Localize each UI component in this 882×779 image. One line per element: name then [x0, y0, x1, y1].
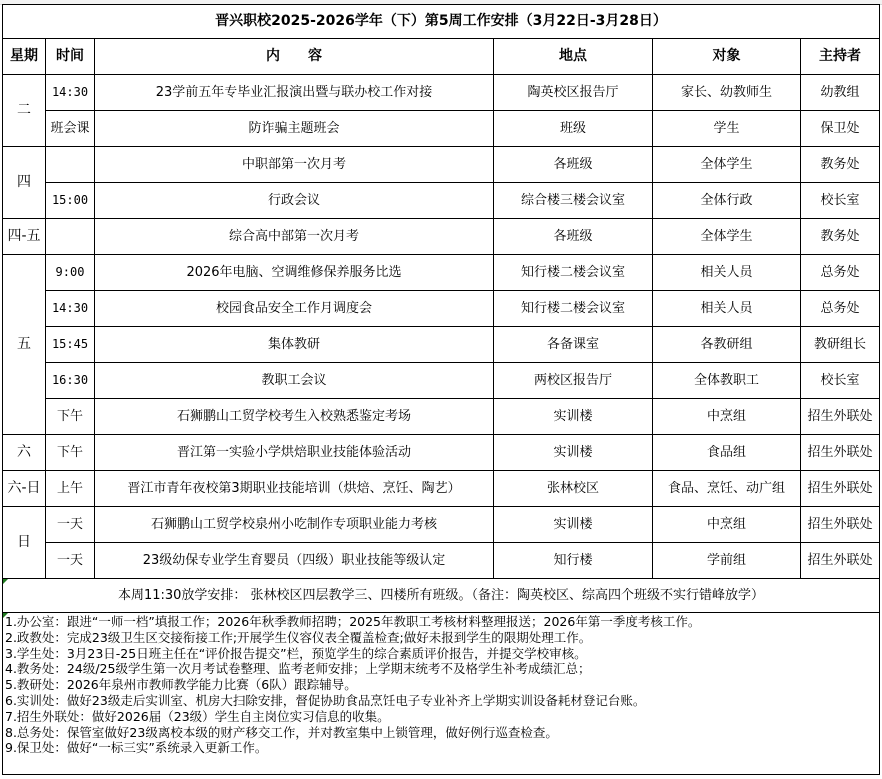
location-cell[interactable]: 陶英校区报告厅 [494, 75, 653, 111]
weekly-schedule-table [2, 4, 880, 775]
note-office: 1.办公室：跟进“一师一档”填报工作；2026年秋季教师招聘；2025年教职工考核材料整理报送；2026年第一季度考核工作。 [5, 614, 701, 629]
location-cell[interactable]: 张林校区 [494, 471, 653, 507]
col-header-content[interactable]: 内 容 [95, 39, 494, 75]
content-cell[interactable]: 2026年电脑、空调维修保养服务比选 [95, 255, 494, 291]
note-security: 9.保卫处：做好“一标三实”系统录入更新工作。 [5, 740, 268, 756]
location-cell[interactable]: 各班级 [494, 147, 653, 183]
location-cell[interactable]: 两校区报告厅 [494, 363, 653, 399]
location-cell[interactable]: 实训楼 [494, 507, 653, 543]
location-cell[interactable]: 知行楼二楼会议室 [494, 291, 653, 327]
table-row [3, 327, 880, 363]
host-cell[interactable]: 招生外联处 [801, 399, 880, 435]
time-cell[interactable]: 14:30 [46, 75, 95, 111]
time-cell[interactable]: 上午 [46, 471, 95, 507]
host-cell[interactable]: 招生外联处 [801, 507, 880, 543]
time-cell[interactable] [46, 147, 95, 183]
note-general-affairs: 8.总务处：保管室做好23级离校本级的财产移交工作，并对教室集中上锁管理，做好例行巡查检查。 [5, 724, 558, 740]
time-cell[interactable] [46, 219, 95, 255]
host-cell[interactable]: 保卫处 [801, 111, 880, 147]
table-row [3, 363, 880, 399]
audience-cell[interactable]: 食品组 [653, 435, 801, 471]
department-notes-cell[interactable] [3, 613, 880, 775]
audience-cell[interactable]: 相关人员 [653, 255, 801, 291]
audience-cell[interactable]: 各教研组 [653, 327, 801, 363]
table-row [3, 291, 880, 327]
day-cell[interactable]: 二 [3, 75, 46, 147]
day-cell[interactable]: 日 [3, 507, 46, 579]
table-row [3, 147, 880, 183]
content-cell[interactable]: 防诈骗主题班会 [95, 111, 494, 147]
content-cell[interactable]: 行政会议 [95, 183, 494, 219]
audience-cell[interactable]: 全体学生 [653, 219, 801, 255]
day-cell[interactable]: 五 [3, 255, 46, 435]
note-admissions-outreach: 7.招生外联处：做好2026届（23级）学生自主岗位实习信息的收集。 [5, 708, 390, 724]
col-header-location[interactable]: 地点 [494, 39, 653, 75]
col-header-day[interactable]: 星期 [3, 39, 46, 75]
host-cell[interactable]: 总务处 [801, 291, 880, 327]
host-cell[interactable]: 幼教组 [801, 75, 880, 111]
audience-cell[interactable]: 学前组 [653, 543, 801, 579]
col-header-audience[interactable]: 对象 [653, 39, 801, 75]
day-cell[interactable]: 六-日 [3, 471, 46, 507]
table-row [3, 255, 880, 291]
content-cell[interactable]: 校园食品安全工作月调度会 [95, 291, 494, 327]
host-cell[interactable]: 招生外联处 [801, 543, 880, 579]
content-cell[interactable]: 集体教研 [95, 327, 494, 363]
day-cell[interactable]: 四 [3, 147, 46, 219]
note-academic-affairs: 4.教务处：24级/25级学生第一次月考试卷整理、监考老师安排；上学期末统考不及格学生补考成绩汇总； [5, 661, 591, 677]
location-cell[interactable]: 班级 [494, 111, 653, 147]
dismissal-summary-cell[interactable]: 本周11:30放学安排： 张林校区四层教学三、四楼所有班级。（备注：陶英校区、综高四个班级不实行错峰放学） [3, 579, 880, 613]
note-practical-training: 6.实训处：做好23级走后实训室、机房大扫除安排，督促协助食品烹饪电子专业补齐上学期实训设备耗材登记台账。 [5, 692, 646, 708]
content-cell[interactable]: 晋江第一实验小学烘焙职业技能体验活动 [95, 435, 494, 471]
comment-indicator-icon [3, 579, 8, 584]
time-cell[interactable]: 下午 [46, 399, 95, 435]
note-student-affairs: 3.学生处：3月23日-25日班主任在“评价报告提交”栏，预览学生的综合素质评价报告，并提交学校审核。 [5, 645, 587, 661]
host-cell[interactable]: 总务处 [801, 255, 880, 291]
col-header-time[interactable]: 时间 [46, 39, 95, 75]
audience-cell[interactable]: 中烹组 [653, 507, 801, 543]
table-row [3, 219, 880, 255]
audience-cell[interactable]: 全体行政 [653, 183, 801, 219]
audience-cell[interactable]: 全体学生 [653, 147, 801, 183]
content-cell[interactable]: 23学前五年专毕业汇报演出暨与联办校工作对接 [95, 75, 494, 111]
host-cell[interactable]: 招生外联处 [801, 435, 880, 471]
audience-cell[interactable]: 全体教职工 [653, 363, 801, 399]
content-cell[interactable]: 石狮鹏山工贸学校泉州小吃制作专项职业能力考核 [95, 507, 494, 543]
host-cell[interactable]: 校长室 [801, 363, 880, 399]
note-political-education: 2.政教处：完成23级卫生区交接衔接工作;开展学生仪容仪表全覆盖检查;做好未报到学生的限期处理工作。 [5, 629, 592, 645]
content-cell[interactable]: 石狮鹏山工贸学校考生入校熟悉鉴定考场 [95, 399, 494, 435]
day-cell[interactable]: 六 [3, 435, 46, 471]
host-cell[interactable]: 教务处 [801, 147, 880, 183]
location-cell[interactable]: 实训楼 [494, 399, 653, 435]
location-cell[interactable]: 实训楼 [494, 435, 653, 471]
table-row [3, 435, 880, 471]
host-cell[interactable]: 教务处 [801, 219, 880, 255]
location-cell[interactable]: 知行楼 [494, 543, 653, 579]
table-row [3, 399, 880, 435]
location-cell[interactable]: 知行楼二楼会议室 [494, 255, 653, 291]
table-row [3, 75, 880, 111]
sheet-title[interactable]: 晋兴职校2025-2026学年（下）第5周工作安排（3月22日-3月28日） [3, 5, 880, 39]
audience-cell[interactable]: 中烹组 [653, 399, 801, 435]
content-cell[interactable]: 23级幼保专业学生育婴员（四级）职业技能等级认定 [95, 543, 494, 579]
content-cell[interactable]: 综合高中部第一次月考 [95, 219, 494, 255]
location-cell[interactable]: 各班级 [494, 219, 653, 255]
table-row [3, 543, 880, 579]
time-cell[interactable]: 14:30 [46, 291, 95, 327]
time-cell[interactable]: 15:45 [46, 327, 95, 363]
location-cell[interactable]: 各备课室 [494, 327, 653, 363]
audience-cell[interactable]: 家长、幼教师生 [653, 75, 801, 111]
table-row [3, 471, 880, 507]
audience-cell[interactable]: 相关人员 [653, 291, 801, 327]
note-teaching-research: 5.教研处：2026年泉州市教师教学能力比赛（6队）跟踪辅导。 [5, 677, 357, 693]
table-row [3, 111, 880, 147]
content-cell[interactable]: 晋江市青年夜校第3期职业技能培训（烘焙、烹饪、陶艺） [95, 471, 494, 507]
time-cell[interactable]: 9:00 [46, 255, 95, 291]
host-cell[interactable]: 教研组长 [801, 327, 880, 363]
table-row [3, 183, 880, 219]
host-cell[interactable]: 校长室 [801, 183, 880, 219]
table-row [3, 507, 880, 543]
audience-cell[interactable]: 食品、烹饪、动广组 [653, 471, 801, 507]
header-row [3, 39, 880, 75]
audience-cell[interactable]: 学生 [653, 111, 801, 147]
content-cell[interactable]: 教职工会议 [95, 363, 494, 399]
content-cell[interactable]: 中职部第一次月考 [95, 147, 494, 183]
col-header-host[interactable]: 主持者 [801, 39, 880, 75]
time-cell[interactable]: 15:00 [46, 183, 95, 219]
time-cell[interactable]: 16:30 [46, 363, 95, 399]
day-cell[interactable]: 四-五 [3, 219, 46, 255]
time-cell[interactable]: 班会课 [46, 111, 95, 147]
time-cell[interactable]: 下午 [46, 435, 95, 471]
location-cell[interactable]: 综合楼三楼会议室 [494, 183, 653, 219]
time-cell[interactable]: 一天 [46, 543, 95, 579]
time-cell[interactable]: 一天 [46, 507, 95, 543]
host-cell[interactable]: 招生外联处 [801, 471, 880, 507]
comment-indicator-icon [3, 613, 8, 618]
